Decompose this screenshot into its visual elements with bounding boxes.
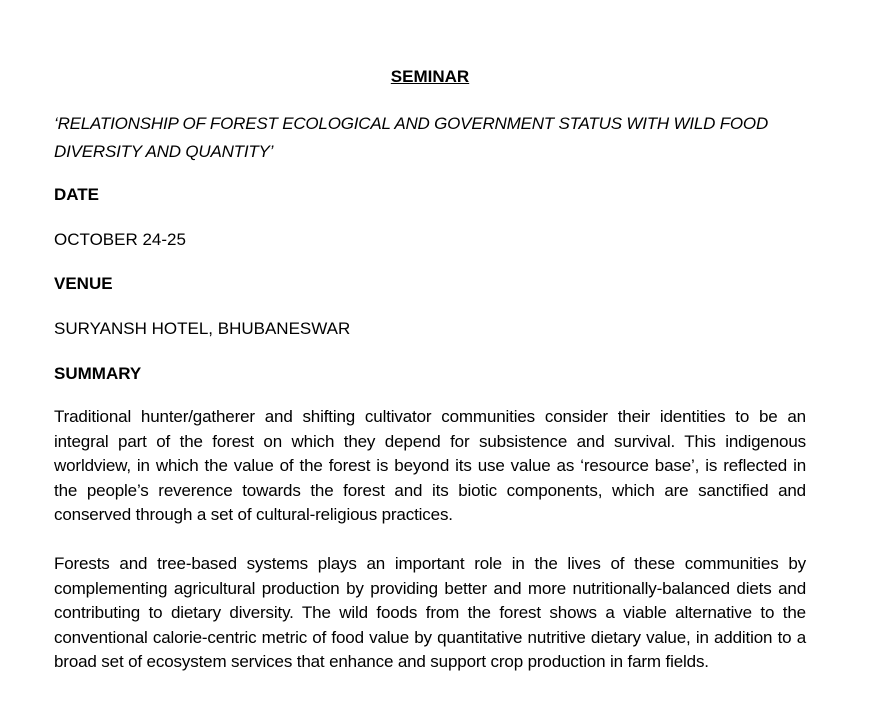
venue-label: VENUE: [54, 274, 113, 293]
date-label: DATE: [54, 185, 100, 204]
summary-paragraph-2: Forests and tree-based systems plays an important role in the lives of these communities by complementing agricultural production by providing better and more nutritionally-balanced diets and contributing to dietary diversity. The wild foods from the forest shows a viable alternative to the conventional calorie-centric metric of food value by quantitative nutritive dietary value, in addition to a broad set of ecosystem services that enhance and support crop production in farm fields.: [54, 554, 806, 672]
seminar-heading: SEMINAR: [390, 67, 470, 86]
venue-value: SURYANSH HOTEL, BHUBANESWAR: [54, 319, 351, 338]
summary-label: SUMMARY: [54, 364, 142, 383]
summary-paragraph-1: Traditional hunter/gatherer and shifting cultivator communities consider their identities to be an integral part of the forest on which they depend for subsistence and survival. This indigenous worldview, in which the value of the forest is beyond its use value as ‘resource base’, is reflected in the people’s reverence towards the forest and its biotic components, which are sanctified and conserved through a set of cultural-religious practices.: [54, 407, 806, 525]
date-value: OCTOBER 24-25: [54, 230, 186, 249]
seminar-title: ‘RELATIONSHIP OF FOREST ECOLOGICAL AND GOVERNMENT STATUS WITH WILD FOOD DIVERSITY AND QUANTITY’: [54, 114, 769, 161]
